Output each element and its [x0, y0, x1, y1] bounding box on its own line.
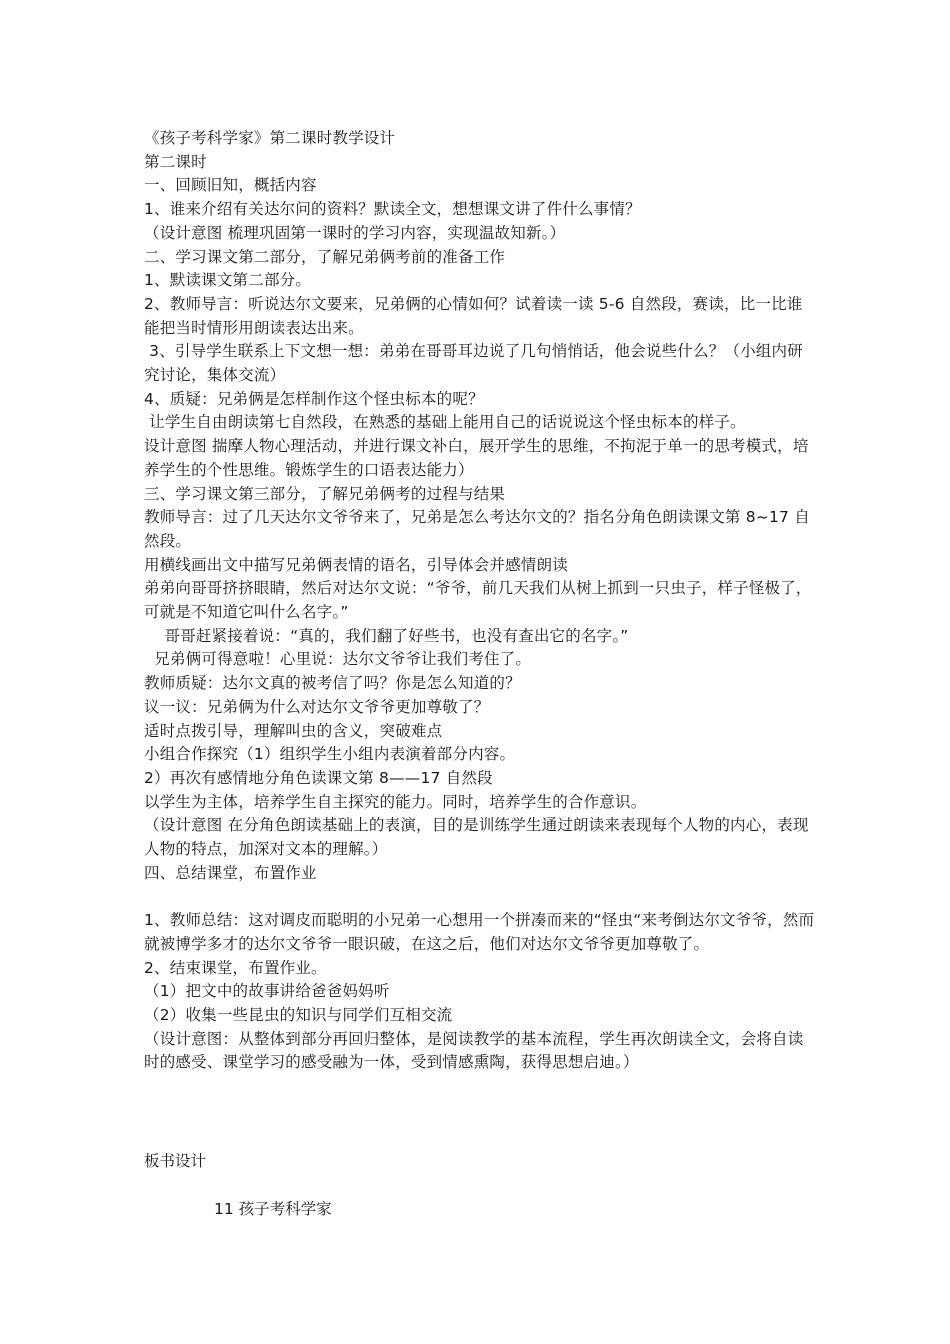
paragraph: 设计意图 揣摩人物心理活动，并进行课文补白，展开学生的思维，不拘泥于单一的思考模式，培养学生的个性思维。锻炼学生的口语表达能力） — [144, 437, 809, 479]
paragraph: 小组合作探究（1）组织学生小组内表演着部分内容。 — [144, 745, 516, 764]
blank-line — [144, 886, 816, 910]
paragraph: 弟弟向哥哥挤挤眼睛，然后对达尔文说：“爷爷，前几天我们从树上抓到一只虫子，样子怪极了，可就是不知道它叫什么名字。” — [144, 579, 812, 622]
section-heading: 一、回顾旧知，概括内容 — [144, 176, 317, 195]
paragraph: 1、教师总结：这对调皮而聪明的小兄弟一心想用一个拼凑而来的“怪虫“来考倒达尔文爷爷，然而就被博学多才的达尔文爷爷一眼识破，在这之后，他们对达尔文爷爷更加尊敬了。 — [144, 911, 815, 953]
paragraph: 以学生为主体，培养学生自主探究的能力。同时，培养学生的合作意识。 — [144, 792, 647, 811]
paragraph: （设计意图 在分角色朗读基础上的表演，目的是训练学生通过朗读来表现每个人物的内心，表现人物的特点，加深对文本的理解。） — [144, 816, 809, 859]
paragraph: 哥哥赶紧接着说：“真的，我们翻了好些书，也没有查出它的名字。” — [144, 626, 629, 645]
doc-title: 《孩子考科学家》第二课时教学设计 — [144, 129, 396, 147]
paragraph: 2、教师导言：听说达尔文要来，兄弟俩的心情如何？试着读一读 5-6 自然段，赛读，比一比谁能把当时情形用朗读表达出来。 — [144, 294, 803, 337]
paragraph: 用横线画出文中描写兄弟俩表情的语名，引导体会并感情朗读 — [144, 555, 568, 574]
paragraph: 2、结束课堂，布置作业。 — [144, 958, 327, 977]
paragraph: 适时点拨引导，理解叫虫的含义，突破难点 — [144, 721, 443, 740]
lesson-label: 第二课时 — [144, 152, 207, 171]
section-heading: 四、总结课堂，布置作业 — [144, 863, 317, 882]
paragraph: 4、质疑：兄弟俩是怎样制作这个怪虫标本的呢？ — [144, 389, 484, 408]
board-design-heading: 板书设计 — [144, 1152, 207, 1170]
paragraph: （1）把文中的故事讲给爸爸妈妈听 — [144, 982, 390, 1001]
paragraph: （2）收集一些昆虫的知识与同学们互相交流 — [144, 1006, 453, 1024]
paragraph: 教师质疑：达尔文真的被考信了吗？你是怎么知道的？ — [144, 674, 521, 693]
paragraph: 1、谁来介绍有关达尔问的资料？默读全文，想想课文讲了件什么事情？ — [144, 200, 641, 219]
paragraph: （设计意图 梳理巩固第一课时的学习内容，实现温故知新。） — [144, 223, 566, 242]
paragraph: 2）再次有感情地分角色读课文第 8——17 自然段 — [144, 768, 493, 787]
section-heading: 二、学习课文第二部分，了解兄弟俩考前的准备工作 — [144, 247, 506, 266]
paragraph: 3、引导学生联系上下文想一想：弟弟在哥哥耳边说了几句悄悄话，他会说些什么？（小组内研究讨论，集体交流） — [144, 342, 803, 385]
paragraph: 兄弟俩可得意啦！心里说：达尔文爷爷让我们考住了。 — [144, 650, 532, 669]
paragraph: 1、默读课文第二部分。 — [144, 271, 312, 290]
section-heading: 三、学习课文第三部分，了解兄弟俩考的过程与结果 — [144, 484, 506, 503]
paragraph: （设计意图：从整体到部分再回归整体，是阅读教学的基本流程，学生再次朗读全文，会将自读时的感受、课堂学习的感受融为一体，受到情感熏陶，获得思想启迪。） — [144, 1029, 804, 1072]
paragraph: 让学生自由朗读第七自然段，在熟悉的基础上能用自己的话说说这个怪虫标本的样子。 — [144, 413, 746, 432]
paragraph: 议一议：兄弟俩为什么对达尔文爷爷更加尊敬了？ — [144, 697, 490, 716]
board-design-title: 11 孩子考科学家 — [214, 1200, 332, 1218]
paragraph: 教师导言：过了几天达尔文爷爷来了，兄弟是怎么考达尔文的？指名分角色朗读课文第 8~17 自然段。 — [144, 508, 810, 550]
document-body — [144, 127, 816, 1075]
